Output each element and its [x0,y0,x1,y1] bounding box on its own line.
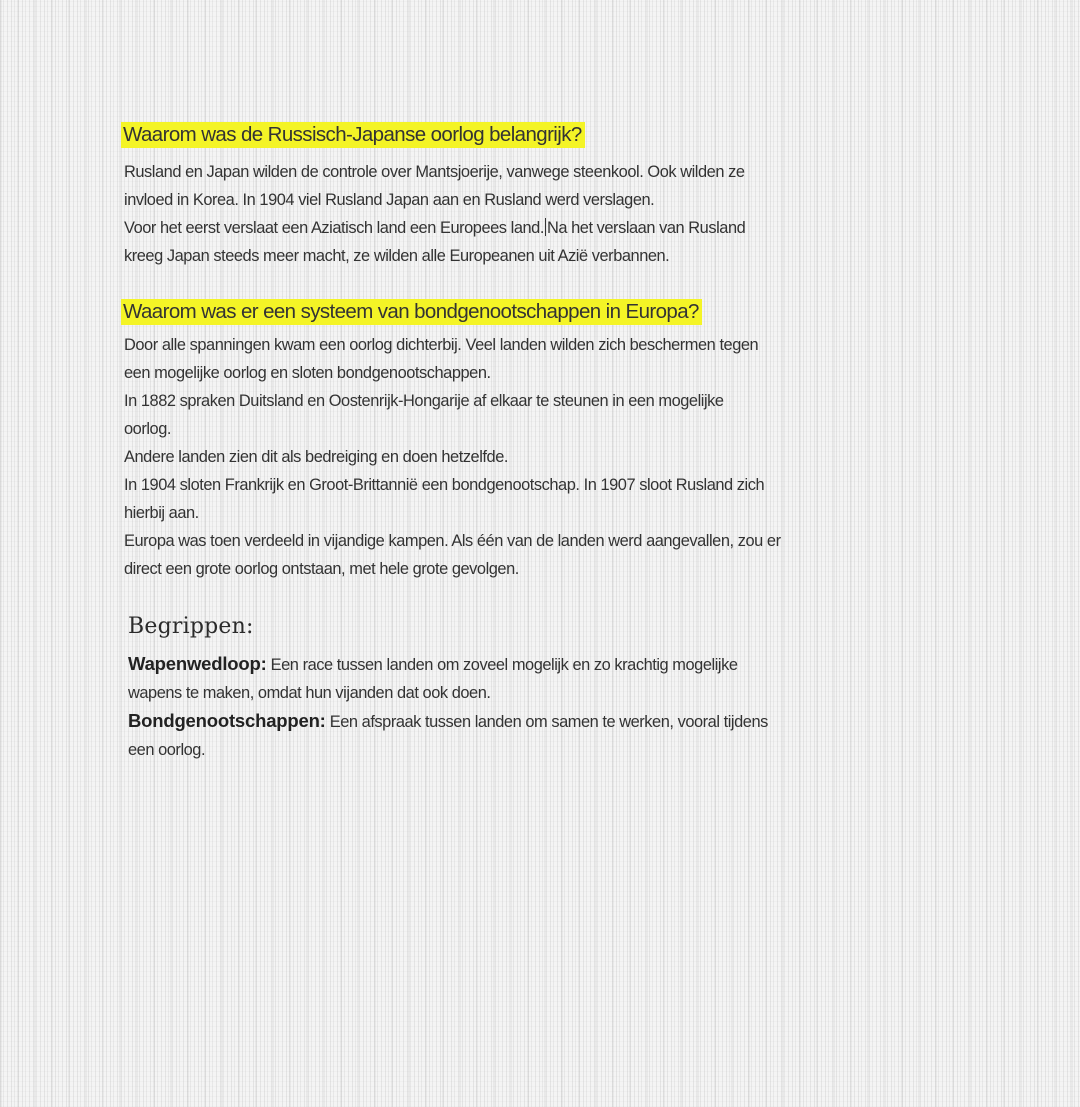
paragraph-text: Na het verslaan van Rusland [546,219,746,237]
section-heading-russisch-japanse-oorlog [121,122,585,148]
text-cursor [545,218,546,236]
term-label: Wapenwedloop: [128,653,267,674]
paragraph-line: In 1882 spraken Duitsland en Oostenrijk-Hongarije af elkaar te steunen in een mogelijke [124,392,724,410]
paragraph-line: Rusland en Japan wilden de controle over Mantsjoerije, vanwege steenkool. Ook wilden ze [124,163,745,181]
paragraph-line: direct een grote oorlog ontstaan, met hele grote gevolgen. [124,560,519,578]
highlighted-heading-text: Waarom was er een systeem van bondgenootschappen in Europa? [121,299,702,325]
paragraph-line: Europa was toen verdeeld in vijandige kampen. Als één van de landen werd aangevallen, zou er [124,532,781,550]
paragraph-line [124,214,984,242]
section-body-bondgenootschappen [124,331,984,583]
paragraph-line: hierbij aan. [124,504,199,522]
term-definition: Een afspraak tussen landen om samen te werken, vooral tijdens [325,713,768,731]
term-line: wapens te maken, omdat hun vijanden dat ook doen. [128,684,491,702]
term-label: Bondgenootschappen: [128,710,326,731]
term-line [128,707,968,736]
term-line: een oorlog. [128,741,206,759]
paragraph-line: In 1904 sloten Frankrijk en Groot-Brittannië een bondgenootschap. In 1907 sloot Rusland zich [124,476,765,494]
term-bondgenootschappen [128,707,968,764]
section-heading-bondgenootschappen [121,299,702,325]
paragraph-line: invloed in Korea. In 1904 viel Rusland Japan aan en Rusland werd verslagen. [124,191,655,209]
paragraph-line: een mogelijke oorlog en sloten bondgenootschappen. [124,364,491,382]
section-body-russisch-japanse-oorlog [124,158,984,270]
paragraph-text: Voor het eerst verslaat een Aziatisch land een Europees land. [124,219,544,237]
highlighted-heading-text: Waarom was de Russisch-Japanse oorlog belangrijk? [121,122,585,148]
begrippen-title: Begrippen: [128,614,254,639]
paragraph-line: oorlog. [124,420,171,438]
paragraph-line: kreeg Japan steeds meer macht, ze wilden alle Europeanen uit Azië verbannen. [124,247,670,265]
paragraph-line: Andere landen zien dit als bedreiging en doen hetzelfde. [124,448,508,466]
paragraph-line: Door alle spanningen kwam een oorlog dichterbij. Veel landen wilden zich beschermen tegen [124,336,759,354]
term-line [128,650,968,679]
term-wapenwedloop [128,650,968,707]
term-definition: Een race tussen landen om zoveel mogelijk en zo krachtig mogelijke [266,656,738,674]
